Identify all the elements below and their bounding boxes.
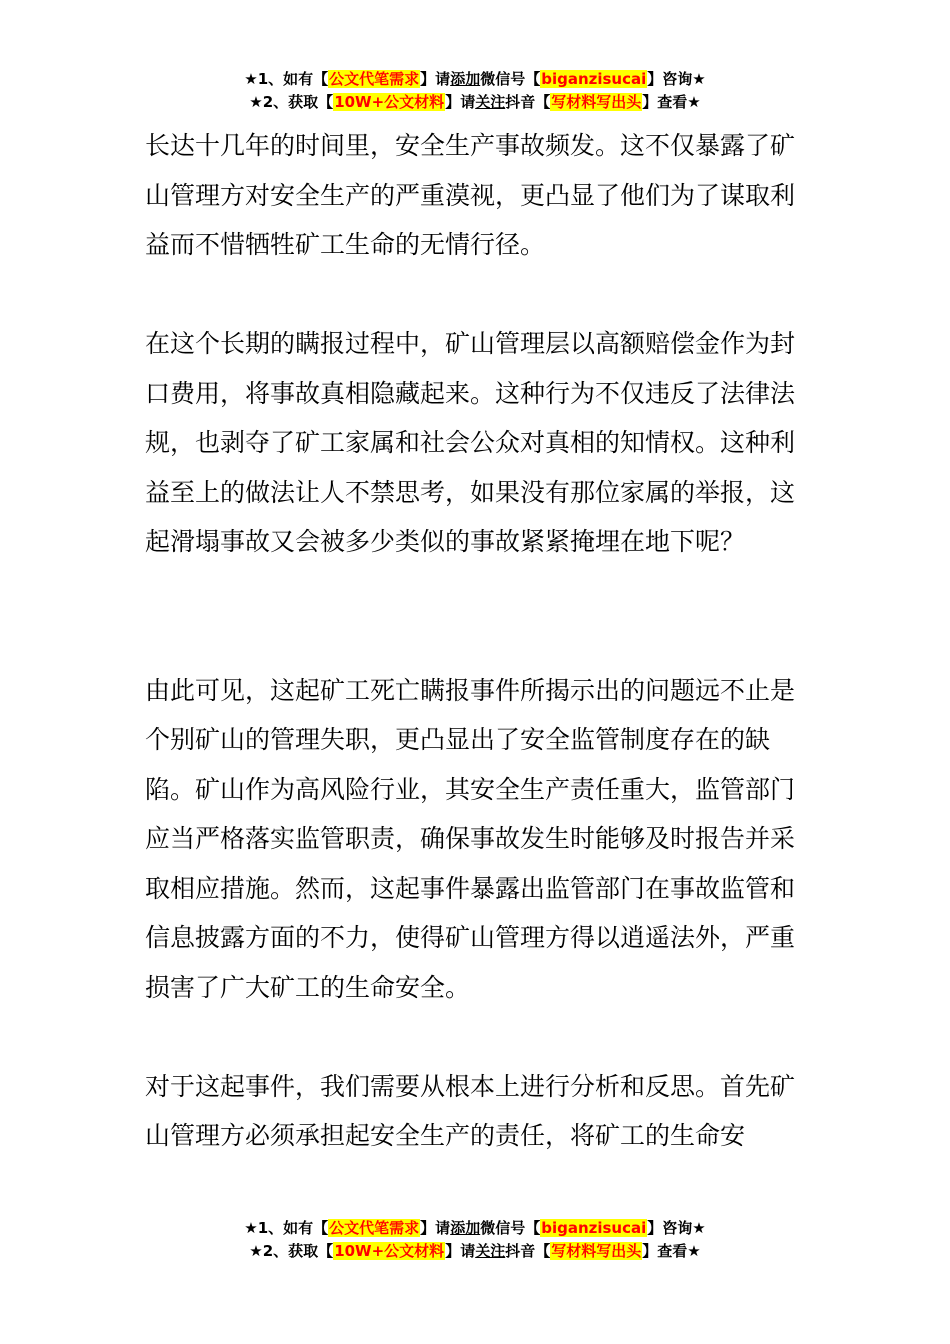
banner-text: 】请 [420,1219,451,1237]
banner-underlined: 关注 [475,1242,506,1260]
banner-text: ★1、如有【 [244,70,329,88]
banner-underlined: 关注 [475,93,506,111]
paragraph-1: 长达十几年的时间里，安全生产事故频发。这不仅暴露了矿山管理方对安全生产的严重漠视，更凸显了他们为了谋取利益而不惜牺牲矿工生命的无情行径。 [145,131,796,259]
paragraph-3: 由此可见，这起矿工死亡瞒报事件所揭示出的问题远不止是个别矿山的管理失职，更凸显出了安全监管制度存在的缺陷。矿山作为高风险行业，其安全生产责任重大，监管部门应当严格落实监管职责，确保事故发生时能够及时报告并采取相应措施。然而，这起事件暴露出监管部门在事故监管和信息披露方面的不力，使得矿山管理方得以逍遥法外，严重损害了广大矿工的生命安全。 [145,675,796,1002]
banner-highlight: biganzisucai [541,1219,647,1237]
banner-highlight: 10W+公文材料 [334,93,445,111]
document-body [145,121,810,1161]
banner-text: 】请 [445,93,476,111]
banner-line-2 [0,1240,950,1263]
banner-line-1 [0,68,950,91]
banner-highlight: 写材料写出头 [551,93,642,111]
banner-underlined: 添加 [450,1219,481,1237]
banner-text: 】查看★ [642,1242,701,1260]
banner-text: 】咨询★ [647,1219,706,1237]
banner-text: 】请 [420,70,451,88]
banner-line-1 [0,1217,950,1240]
banner-text: 微信号【 [480,1219,541,1237]
footer-banner [0,1217,950,1263]
paragraph-4: 对于这起事件，我们需要从根本上进行分析和反思。首先矿山管理方必须承担起安全生产的责任，将矿工的生命安 [145,1071,796,1150]
banner-text: ★2、获取【 [249,1242,334,1260]
banner-text: 】咨询★ [647,70,706,88]
banner-text: 抖音【 [505,93,551,111]
banner-text: ★1、如有【 [244,1219,329,1237]
banner-highlight: 公文代笔需求 [329,1219,420,1237]
banner-text: 】请 [445,1242,476,1260]
header-banner [0,68,950,114]
banner-highlight: biganzisucai [541,70,647,88]
banner-highlight: 写材料写出头 [551,1242,642,1260]
banner-highlight: 公文代笔需求 [329,70,420,88]
banner-underlined: 添加 [450,70,481,88]
banner-text: 抖音【 [505,1242,551,1260]
paragraph-2: 在这个长期的瞒报过程中，矿山管理层以高额赔偿金作为封口费用，将事故真相隐藏起来。这种行为不仅违反了法律法规，也剥夺了矿工家属和社会公众对真相的知情权。这种利益至上的做法让人不禁思考，如果没有那位家属的举报，这起滑塌事故又会被多少类似的事故紧紧掩埋在地下呢？ [145,329,796,556]
banner-text: 微信号【 [480,70,541,88]
banner-text: 】查看★ [642,93,701,111]
banner-highlight: 10W+公文材料 [334,1242,445,1260]
banner-line-2 [0,91,950,114]
banner-text: ★2、获取【 [249,93,334,111]
